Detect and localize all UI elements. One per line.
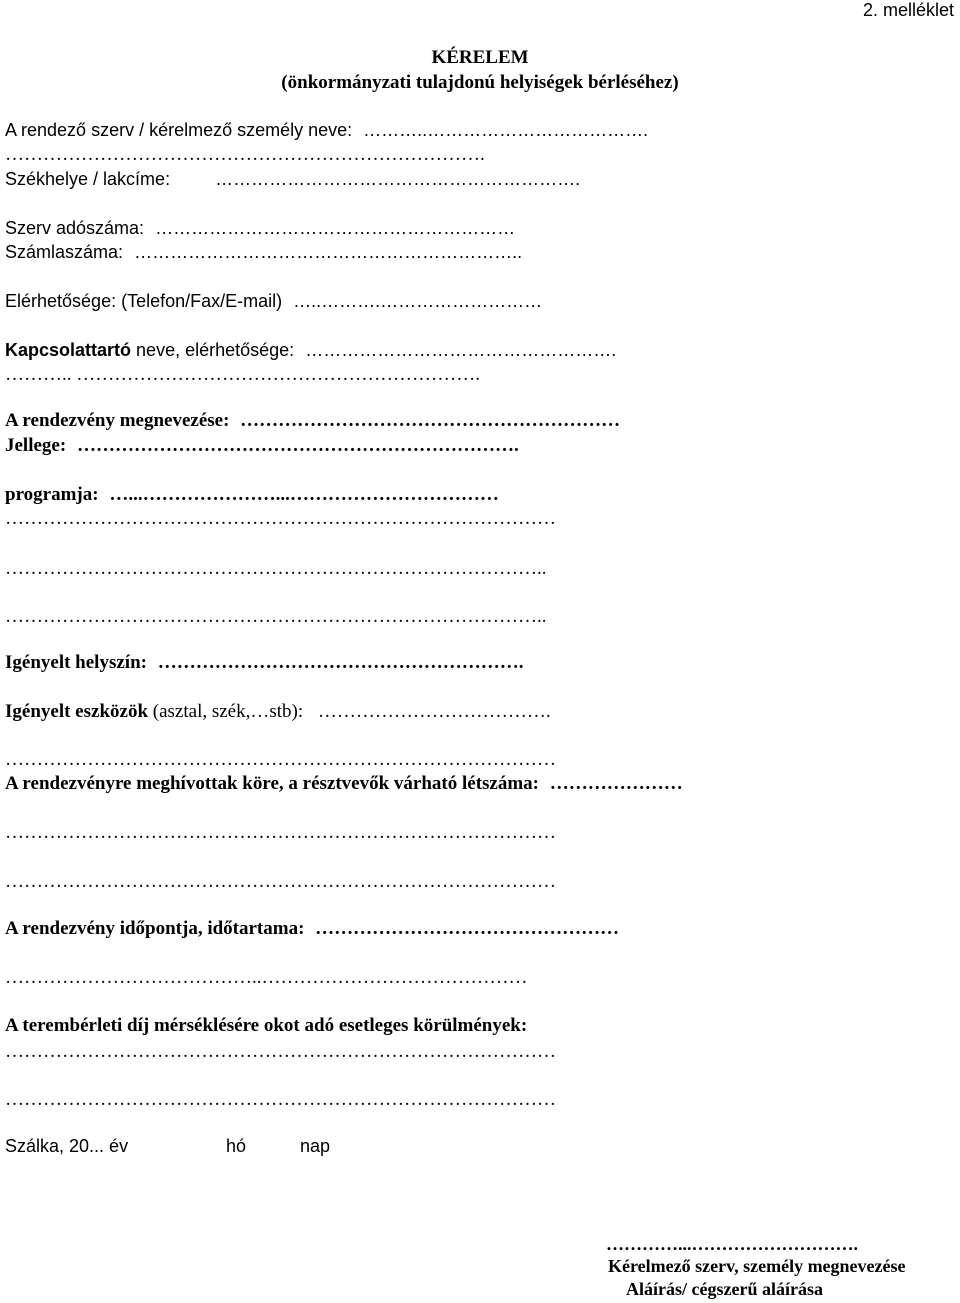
- invitees-field-line3[interactable]: ……………………………………………………………………………: [5, 871, 556, 892]
- organizer-field-line2[interactable]: ………………………………………………………………….: [5, 144, 485, 165]
- date-day[interactable]: nap: [300, 1136, 331, 1156]
- signature-name-label: Kérelmező szerv, személy megnevezése: [608, 1256, 906, 1276]
- nature-label: Jellege:: [5, 435, 67, 456]
- contact-row: [5, 290, 542, 312]
- signature-sign-label: Aláírás/ cégszerű aláírása: [626, 1279, 823, 1299]
- contact-field[interactable]: …..……….………………………: [293, 291, 543, 311]
- nature-row: [5, 435, 519, 457]
- seat-field[interactable]: …………………………………………………….: [215, 169, 581, 189]
- document-title: KÉRELEM: [431, 47, 529, 68]
- nature-field[interactable]: …………………………………………………………….: [76, 435, 519, 456]
- organizer-row: [5, 119, 648, 141]
- account-field[interactable]: ………………………………………………………..: [134, 242, 523, 262]
- program-field[interactable]: …...…………………...……………………………: [109, 484, 499, 505]
- equipment-label-bold: Igényelt eszközök: [5, 701, 149, 722]
- seat-label: Székhelye / lakcíme:: [5, 169, 171, 189]
- equipment-field[interactable]: ……………………………….: [317, 701, 551, 722]
- liaison-label: neve, elérhetősége:: [136, 340, 295, 360]
- date-month[interactable]: hó: [226, 1136, 247, 1156]
- datetime-field-line2[interactable]: …………………………………..……………………………………: [5, 967, 528, 988]
- organizer-field[interactable]: ………..……………………………….: [363, 120, 649, 140]
- program-field-line3[interactable]: …………………………………………………………………………..: [5, 558, 547, 579]
- invitees-label: A rendezvényre meghívottak köre, a résztvevők várható létszáma:: [5, 773, 540, 794]
- date-place-year[interactable]: Szálka, 20... év: [5, 1136, 129, 1156]
- datetime-row: [5, 918, 619, 940]
- program-row: [5, 484, 499, 506]
- seat-row: [5, 168, 580, 190]
- discount-field-line2[interactable]: ……………………………………………………………………………: [5, 1089, 556, 1110]
- event-name-row: [5, 410, 620, 432]
- liaison-field-line2[interactable]: ……….. ……………………………………………………….: [5, 364, 480, 385]
- organizer-label: A rendező szerv / kérelmező személy neve:: [5, 120, 353, 140]
- datetime-field[interactable]: …………………………………………: [315, 918, 620, 939]
- liaison-field[interactable]: …………………………………………….: [305, 340, 617, 360]
- equipment-field-line2[interactable]: ……………………………………………………………………………: [5, 749, 556, 770]
- invitees-field[interactable]: …………………: [549, 773, 683, 794]
- event-name-label: A rendezvény megnevezése:: [5, 410, 230, 431]
- account-label: Számlaszáma:: [5, 242, 124, 262]
- tax-row: [5, 217, 515, 239]
- contact-suffix: (Telefon/Fax/E-mail): [121, 291, 283, 311]
- invitees-field-line2[interactable]: ……………………………………………………………………………: [5, 822, 556, 843]
- venue-row: [5, 652, 523, 674]
- discount-label: A terembérleti díj mérséklésére okot adó esetleges körülmények:: [5, 1015, 528, 1036]
- program-field-line2[interactable]: ……………………………………………………………………………: [5, 508, 556, 529]
- annex-label: 2. melléklet: [862, 0, 954, 20]
- discount-field[interactable]: ……………………………………………………………………………: [5, 1041, 556, 1062]
- event-name-field[interactable]: ……………………………………………………: [240, 410, 621, 431]
- equipment-label: (asztal, szék,…stb):: [152, 701, 304, 722]
- account-row: [5, 241, 522, 263]
- liaison-label-bold: Kapcsolattartó: [5, 340, 132, 360]
- invitees-row: [5, 773, 683, 795]
- liaison-row: [5, 339, 616, 361]
- equipment-row: [5, 701, 551, 723]
- tax-label: Szerv adószáma:: [5, 218, 145, 238]
- tax-field[interactable]: ……………………………………………………: [155, 218, 516, 238]
- program-label: programja:: [5, 484, 99, 505]
- document-subtitle: (önkormányzati tulajdonú helyiségek bérléséhez): [281, 72, 679, 93]
- venue-label: Igényelt helyszín:: [5, 652, 147, 673]
- program-field-line4[interactable]: …………………………………………………………………………..: [5, 606, 547, 627]
- signature-line[interactable]: …………...……………………….: [606, 1234, 858, 1254]
- venue-field[interactable]: ………………………………………………….: [157, 652, 524, 673]
- datetime-label: A rendezvény időpontja, időtartama:: [5, 918, 305, 939]
- contact-label: Elérhetősége:: [5, 291, 117, 311]
